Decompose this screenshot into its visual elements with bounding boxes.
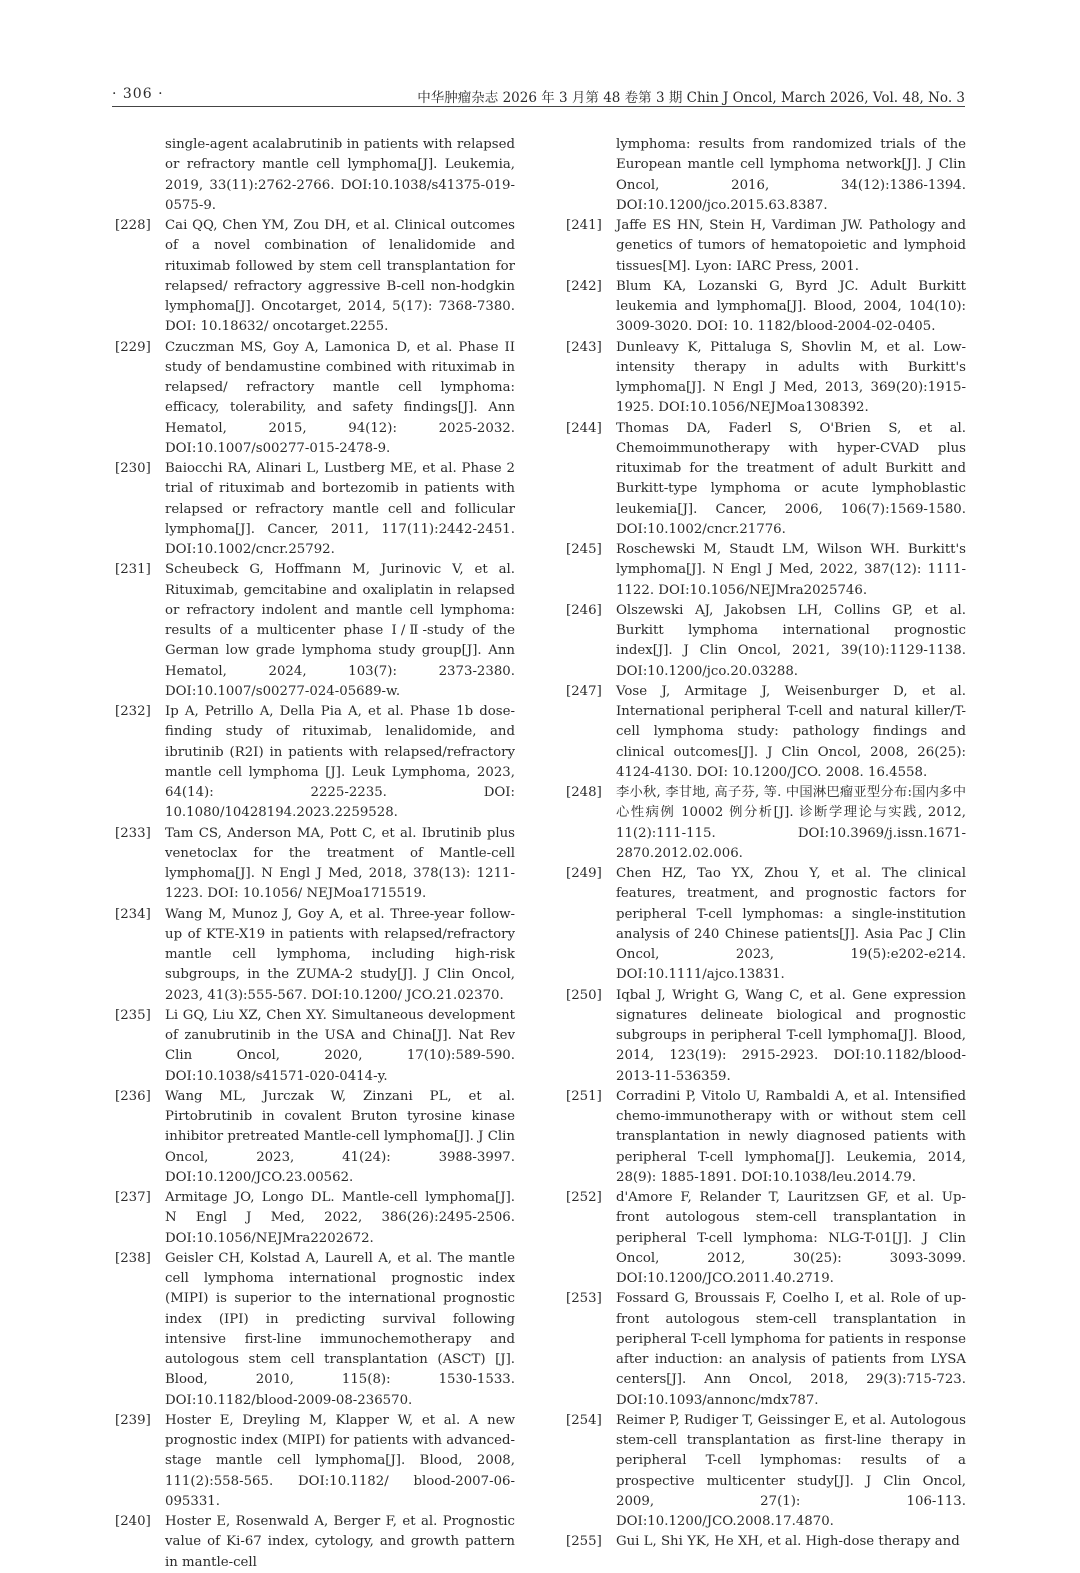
reference-text: Iqbal J, Wright G, Wang C, et al. Gene expression signatures delineate biological and prognostic subgroups in peripheral T-cell lymphoma[J]. Blood, 2014, 123(19): 2915-2923. DOI:10.1182/blood-2013-11-536359. xyxy=(616,987,966,1084)
reference-item xyxy=(566,682,974,783)
reference-number: [254] xyxy=(566,1412,602,1428)
reference-text: Dunleavy K, Pittaluga S, Shovlin M, et al. Low-intensity therapy in adults with Burkitt's lymphoma[J]. N Engl J Med, 2013, 369(20):1915-1925. DOI:10.1056/NEJMoa1308392. xyxy=(616,339,966,416)
reference-item xyxy=(115,1249,523,1411)
reference-number: [247] xyxy=(566,683,602,699)
reference-number: [240] xyxy=(115,1514,151,1529)
reference-number: [241] xyxy=(566,218,602,233)
reference-item xyxy=(566,1411,974,1533)
reference-number: [228] xyxy=(115,218,151,233)
reference-text: Cai QQ, Chen YM, Zou DH, et al. Clinical outcomes of a novel combination of lenalidomide and rituximab followed by stem cell transplantation for relapsed/ refractory aggressive B-cell non-hodgkin lymphoma[J]. Oncotarget, 2014, 5(17): 7368-7380. DOI: 10.18632/ oncotarget.2255. xyxy=(165,218,515,335)
reference-text: Chen HZ, Tao YX, Zhou Y, et al. The clinical features, treatment, and prognostic factors for peripheral T-cell lymphomas: a single-institution analysis of 240 Chinese patients[J]. Asia Pac J Clin Oncol, 2023, 19(5):e202-e214. DOI:10.1111/ajco.13831. xyxy=(616,866,966,983)
reference-item xyxy=(115,1512,523,1573)
reference-column-left xyxy=(115,135,523,1573)
reference-text: Hoster E, Dreyling M, Klapper W, et al. A new prognostic index (MIPI) for patients with advanced-stage mantle cell lymphoma[J]. Blood, 2008, 111(2):558-565. DOI:10.1182/ blood-2007-06-095331. xyxy=(165,1412,515,1509)
reference-text: Czuczman MS, Goy A, Lamonica D, et al. Phase II study of bendamustine combined with rituximab in relapsed/ refractory mantle cell lymphoma: efficacy, tolerability, and safety findings[J]. Ann Hematol, 2015, 94(12): 2025-2032. DOI:10.1007/s00277-015-2478-9. xyxy=(165,339,515,456)
reference-number: [246] xyxy=(566,602,602,618)
reference-continuation xyxy=(115,135,523,216)
reference-text: Armitage JO, Longo DL. Mantle-cell lymphoma[J]. N Engl J Med, 2022, 386(26):2495-2506. DOI:10.1056/NEJMra2202672. xyxy=(165,1190,515,1246)
reference-number: [233] xyxy=(115,825,151,841)
reference-item xyxy=(566,1087,974,1188)
reference-number: [243] xyxy=(566,339,602,355)
reference-text: Baiocchi RA, Alinari L, Lustberg ME, et al. Phase 2 trial of rituximab and bortezomib in patients with relapsed or refractory mantle cell and follicular lymphoma[J]. Cancer, 2011, 117(11):2442-2451. DOI:10.1002/cncr.25792. xyxy=(165,461,515,557)
reference-text: Olszewski AJ, Jakobsen LH, Collins GP, et al. Burkitt lymphoma international prognostic index[J]. J Clin Oncol, 2021, 39(10):1129-1138. DOI:10.1200/jco.20.03288. xyxy=(616,602,966,679)
reference-number: [251] xyxy=(566,1088,602,1104)
reference-item xyxy=(115,1188,523,1249)
reference-number: [248] xyxy=(566,785,602,800)
reference-item xyxy=(566,601,974,682)
header-rule xyxy=(112,106,965,107)
reference-item xyxy=(566,338,974,419)
reference-number: [237] xyxy=(115,1190,151,1205)
reference-text: Tam CS, Anderson MA, Pott C, et al. Ibrutinib plus venetoclax for the treatment of Mantle-cell lymphoma[J]. N Engl J Med, 2018, 378(13): 1211-1223. DOI: 10.1056/ NEJMoa1715519. xyxy=(165,825,515,902)
reference-text: Thomas DA, Faderl S, O'Brien S, et al. Chemoimmunotherapy with hyper-CVAD plus rituximab for the treatment of adult Burkitt and Burkitt-type lymphoma or acute lymphoblastic leukemia[J]. Cancer, 2006, 106(7):1569-1580. DOI:10.1002/cncr.21776. xyxy=(616,420,966,537)
reference-item xyxy=(566,1188,974,1289)
reference-number: [236] xyxy=(115,1088,151,1104)
reference-item xyxy=(566,986,974,1087)
reference-text: lymphoma: results from randomized trials of the European mantle cell lymphoma network[J]. J Clin Oncol, 2016, 34(12):1386-1394. DOI:10.1200/jco.2015.63.8387. xyxy=(616,137,966,213)
reference-text: Jaffe ES HN, Stein H, Vardiman JW. Pathology and genetics of tumors of hematopoietic and lymphoid tissues[M]. Lyon: IARC Press, 2001. xyxy=(616,218,966,274)
reference-number: [239] xyxy=(115,1412,151,1428)
reference-text: Ip A, Petrillo A, Della Pia A, et al. Phase 1b dose-finding study of rituximab, lenalidomide, and ibrutinib (R2I) in patients with relapsed/refractory mantle cell lymphoma [J]. Leuk Lymphoma, 2023, 64(14): 2225-2235. DOI: 10.1080/10428194.2023.2259528. xyxy=(165,704,515,821)
reference-item xyxy=(566,864,974,986)
reference-column-right xyxy=(566,135,974,1553)
reference-number: [232] xyxy=(115,704,151,719)
reference-text: d'Amore F, Relander T, Lauritzsen GF, et al. Up-front autologous stem-cell transplantation in peripheral T-cell lymphoma: NLG-T-01[J]. J Clin Oncol, 2012, 30(25): 3093-3099. DOI:10.1200/JCO.2011.40.2719. xyxy=(616,1190,966,1286)
reference-text: Gui L, Shi YK, He XH, et al. High-dose therapy and xyxy=(616,1534,960,1550)
reference-item xyxy=(115,338,523,460)
reference-item xyxy=(115,459,523,560)
reference-text: Li GQ, Liu XZ, Chen XY. Simultaneous development of zanubrutinib in the USA and China[J]. Nat Rev Clin Oncol, 2020, 17(10):589-590. DOI:10.1038/s41571-020-0414-y. xyxy=(165,1007,515,1084)
reference-text: Vose J, Armitage J, Weisenburger D, et al. International peripheral T-cell and natural killer/T-cell lymphoma study: pathology findings and clinical outcomes[J]. J Clin Oncol, 2008, 26(25): 4124-4130. DOI: 10.1200/JCO. 2008. 16.4558. xyxy=(616,683,966,780)
page-number: · 306 · xyxy=(112,86,164,102)
reference-number: [245] xyxy=(566,542,602,557)
reference-text: single-agent acalabrutinib in patients with relapsed or refractory mantle cell lymphoma[J]. Leukemia, 2019, 33(11):2762-2766. DOI:10.1038/s41375-019-0575-9. xyxy=(165,137,515,213)
reference-number: [234] xyxy=(115,906,151,922)
reference-item xyxy=(566,540,974,601)
reference-text: Reimer P, Rudiger T, Geissinger E, et al. Autologous stem-cell transplantation as first-line therapy in peripheral T-cell lymphomas: results of a prospective multicenter study[J]. J Clin Oncol, 2009, 27(1): 106-113. DOI:10.1200/JCO.2008.17.4870. xyxy=(616,1412,966,1529)
reference-item xyxy=(115,824,523,905)
reference-text: Hoster E, Rosenwald A, Berger F, et al. Prognostic value of Ki-67 index, cytology, and growth pattern in mantle-cell xyxy=(165,1514,515,1570)
reference-text: Geisler CH, Kolstad A, Laurell A, et al. The mantle cell lymphoma international prognostic index (MIPI) is superior to the international prognostic index (IPI) in predicting survival following intensive first-line immunochemotherapy and autologous stem cell transplantation (ASCT) [J]. Blood, 2010, 115(8): 1530-1533. DOI:10.1182/blood-2009-08-236570. xyxy=(165,1250,515,1408)
reference-item xyxy=(566,783,974,864)
reference-number: [244] xyxy=(566,420,602,436)
reference-text: Blum KA, Lozanski G, Byrd JC. Adult Burkitt leukemia and lymphoma[J]. Blood, 2004, 104(10): 3009-3020. DOI: 10. 1182/blood-2004-02-0405. xyxy=(616,278,966,335)
reference-item xyxy=(115,560,523,702)
reference-item xyxy=(115,1006,523,1087)
reference-number: [249] xyxy=(566,866,602,881)
reference-number: [235] xyxy=(115,1007,151,1023)
reference-text: Wang M, Munoz J, Goy A, et al. Three-year follow-up of KTE-X19 in patients with relapsed/refractory mantle cell lymphoma, including high-risk subgroups, in the ZUMA-2 study[J]. J Clin Oncol, 2023, 41(3):555-567. DOI:10.1200/ JCO.21.02370. xyxy=(165,906,515,1003)
reference-text: Scheubeck G, Hoffmann M, Jurinovic V, et al. Rituximab, gemcitabine and oxaliplatin in relapsed or refractory indolent and mantle cell lymphoma: results of a multicenter phase Ⅰ/Ⅱ-study of the German low grade lymphoma study group[J]. Ann Hematol, 2024, 103(7): 2373-2380. DOI:10.1007/s00277-024-05689-w. xyxy=(165,562,515,699)
reference-number: [252] xyxy=(566,1190,602,1205)
reference-number: [230] xyxy=(115,461,151,476)
reference-item xyxy=(566,216,974,277)
reference-continuation xyxy=(566,135,974,216)
reference-item xyxy=(115,1087,523,1188)
reference-item xyxy=(566,1532,974,1552)
reference-text: Fossard G, Broussais F, Coelho I, et al. Role of up-front autologous stem-cell transplantation in peripheral T-cell lymphoma for patients in response after induction: an analysis of patients from LYSA centers[J]. Ann Oncol, 2018, 29(3):715-723. DOI:10.1093/annonc/mdx787. xyxy=(616,1291,966,1408)
reference-text: Wang ML, Jurczak W, Zinzani PL, et al. Pirtobrutinib in covalent Bruton tyrosine kinase inhibitor pretreated Mantle-cell lymphoma[J]. J Clin Oncol, 2023, 41(24): 3988-3997. DOI:10.1200/JCO.23.00562. xyxy=(165,1088,515,1185)
reference-number: [250] xyxy=(566,987,602,1003)
reference-number: [253] xyxy=(566,1291,602,1307)
reference-number: [242] xyxy=(566,278,602,294)
reference-item xyxy=(115,1411,523,1512)
reference-text: Roschewski M, Staudt LM, Wilson WH. Burkitt's lymphoma[J]. N Engl J Med, 2022, 387(12): 1111-1122. DOI:10.1056/NEJMra2025746. xyxy=(616,542,966,598)
reference-item xyxy=(566,277,974,338)
reference-number: [238] xyxy=(115,1250,151,1266)
reference-item xyxy=(115,216,523,338)
reference-number: [229] xyxy=(115,339,151,355)
reference-item xyxy=(566,419,974,541)
reference-number: [231] xyxy=(115,562,151,578)
reference-item xyxy=(115,905,523,1006)
reference-text: 李小秋, 李甘地, 高子芬, 等. 中国淋巴瘤亚型分布:国内多中心性病例 10002 例分析[J]. 诊断学理论与实践, 2012, 11(2):111-115. DOI:10.3969/j.issn.1671-2870.2012.02.006. xyxy=(616,785,966,861)
journal-citation-line: 中华肿瘤杂志 2026 年 3 月第 48 卷第 3 期 Chin J Oncol, March 2026, Vol. 48, No. 3 xyxy=(417,90,965,106)
reference-text: Corradini P, Vitolo U, Rambaldi A, et al. Intensified chemo-immunotherapy with or without stem cell transplantation in newly diagnosed patients with peripheral T-cell lymphoma[J]. Leukemia, 2014, 28(9): 1885-1891. DOI:10.1038/leu.2014.79. xyxy=(616,1088,966,1185)
reference-item xyxy=(115,702,523,824)
reference-item xyxy=(566,1289,974,1411)
reference-number: [255] xyxy=(566,1534,602,1550)
